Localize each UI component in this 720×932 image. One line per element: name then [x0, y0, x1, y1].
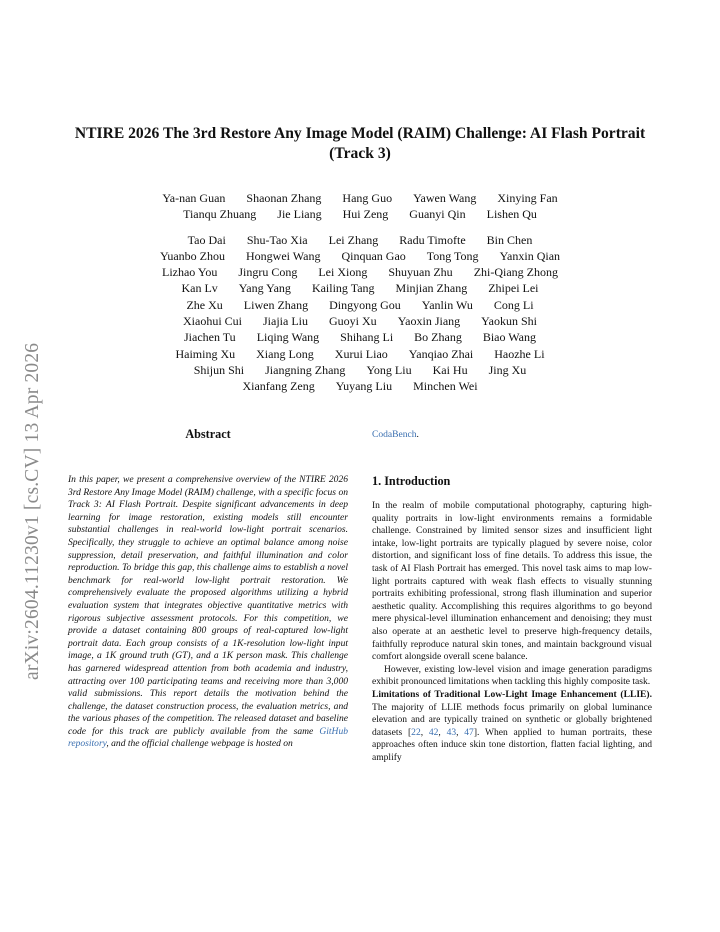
author-name: Lishen Qu	[486, 207, 537, 222]
author-name: Minchen Wei	[413, 379, 478, 394]
abstract-continuation	[372, 429, 419, 442]
abstract-text-tail: , and the official challenge webpage is hosted on	[106, 738, 293, 750]
author-name: Qinquan Gao	[341, 248, 406, 263]
author-line	[100, 378, 620, 394]
author-line	[100, 329, 620, 345]
author-name: Xiang Long	[256, 346, 314, 361]
author-name: Yawen Wang	[413, 191, 477, 205]
citation-link[interactable]: 47	[464, 726, 474, 738]
author-name: Yuanbo Zhou	[159, 248, 225, 263]
author-name: Jiangning Zhang	[265, 362, 346, 377]
author-name: Tao Dai	[187, 232, 226, 247]
author-name: Kan Lv	[181, 281, 218, 296]
author-name: Liqing Wang	[256, 330, 320, 345]
author-name: Zhi-Qiang Zhong	[473, 265, 559, 280]
citation-link[interactable]: 22	[411, 726, 421, 738]
intro-paragraph-3: Limitations of Traditional Low-Light Image Enhancement (LLIE). The majority of LLIE methods focus primarily on global luminance elevation and are typically trained on synthetic or globally brightened datasets [22, 42, 43, 47]. When applied to human portraits, these approaches often induce skin tone distortion, flatten facial lighting, and amplify	[372, 688, 652, 763]
intro-paragraph-1: In the realm of mobile computational photography, capturing high-quality portraits in low-light environments remains a formidable challenge. Constrained by limited sensor sizes and insufficient light intake, low-light portraits are typically plagued by severe noise, color distortion, and significant loss of fine details. To address this issue, the task of AI Flash Portrait has emerged. This novel task aims to map low-light portraits captured with weak flash effects to visually stunning portraits exhibiting professional, strong flash illumination and superior aesthetic quality. Accomplishing this requires algorithms to go beyond mere physical-level illumination enhancement and denoising; they must also operate at an aesthetic level to preserve high-frequency details, faithfully reproduce natural skin tones, and maintain background visual comfort alongside overall scene balance.	[372, 500, 652, 663]
author-name: Guoyi Xu	[329, 314, 377, 329]
author-name: Shuyuan Zhu	[388, 265, 453, 280]
codabench-tail: .	[416, 429, 419, 440]
author-name: Lei Xiong	[318, 265, 368, 280]
author-name: Kai Hu	[432, 362, 468, 377]
author-name: Jingru Cong	[238, 265, 298, 280]
author-name: Yuyang Liu	[335, 379, 393, 394]
author-name: Jiajia Liu	[263, 314, 309, 329]
author-name: Shihang Li	[340, 330, 394, 345]
author-line	[100, 248, 620, 264]
author-name: Yang Yang	[238, 281, 291, 296]
author-line	[100, 206, 620, 222]
intro-paragraph-2: However, existing low-level vision and image generation paradigms exhibit pronounced limitations when tackling this highly composite task.	[372, 663, 652, 688]
author-name: Lei Zhang	[328, 232, 379, 247]
author-name: Biao Wang	[482, 330, 536, 345]
author-name: Xiaohui Cui	[183, 314, 243, 329]
author-name: Tong Tong	[426, 248, 479, 263]
introduction-body	[372, 500, 652, 764]
introduction-heading: 1. Introduction	[372, 474, 451, 488]
author-name: Shijun Shi	[193, 362, 245, 377]
author-line	[100, 280, 620, 296]
author-name: Yanqiao Zhai	[408, 346, 474, 361]
author-name: Tianqu Zhuang	[183, 207, 257, 222]
author-name: Minjian Zhang	[395, 281, 468, 296]
author-name: Hongwei Wang	[245, 248, 321, 263]
paper-title: NTIRE 2026 The 3rd Restore Any Image Model (RAIM) Challenge: AI Flash Portrait (Track 3)	[74, 125, 646, 162]
author-name: Yaokun Shi	[481, 314, 537, 329]
citation-link[interactable]: 43	[446, 726, 457, 738]
author-name: Radu Timofte	[399, 232, 466, 247]
author-name: Haozhe Li	[494, 346, 545, 361]
author-name: Lizhao You	[161, 265, 218, 280]
author-name: Jiachen Tu	[184, 330, 236, 345]
author-name: Dingyong Gou	[329, 297, 401, 312]
citation-link[interactable]: 42	[428, 726, 439, 738]
author-name: Xurui Liao	[334, 346, 388, 361]
author-line	[100, 346, 620, 362]
abstract-body	[68, 474, 348, 751]
author-name: Yaoxin Jiang	[397, 314, 461, 329]
author-name: Xianfang Zeng	[242, 379, 315, 394]
author-line	[100, 313, 620, 329]
llie-text-tail: ]. When applied to human portraits, these approaches often induce skin tone distortion, flatten facial lighting, and amplify	[372, 726, 652, 763]
author-name: Yanxin Qian	[499, 248, 561, 263]
author-name: Zhipei Lei	[488, 281, 539, 296]
abstract-text: In this paper, we present a comprehensive overview of the NTIRE 2026 3rd Restore Any Image Model (RAIM) challenge, with a specific focus on Track 3: AI Flash Portrait. Despite significant advancements in deep learning for image restoration, existing models still encounter substantial challenges in real-world low-light portrait scenarios. Specifically, they struggle to achieve an optimal balance among noise suppression, detail preservation, and faithful illumination and color reproduction. To bridge this gap, this challenge aims to establish a novel benchmark for real-world low-light portrait restoration. We comprehensively evaluate the proposed algorithms utilizing a hybrid evaluation system that integrates objective quantitative metrics with rigorous subjective assessment protocols. For this competition, we provide a dataset containing 800 groups of real-captured low-light portrait data. Each group consists of a 1K-resolution low-light input image, a 1K ground truth (GT), and a 1K person mask. This challenge has garnered widespread attention from both academia and industry, attracting over 100 participating teams and receiving more than 3,000 valid submissions. This report details the motivation behind the challenge, the dataset construction process, the evaluation metrics, and the various phases of the competition. The released dataset and baseline code for this track are publicly available from the same	[68, 474, 348, 737]
author-name: Shu-Tao Xia	[246, 232, 308, 247]
author-line	[100, 297, 620, 313]
author-name: Ya-nan Guan	[162, 191, 226, 205]
abstract-heading: Abstract	[185, 427, 231, 441]
author-name: Yong Liu	[366, 362, 412, 377]
author-line	[100, 232, 620, 248]
author-name: Shaonan Zhang	[246, 191, 322, 205]
author-name: Yanlin Wu	[421, 297, 473, 312]
author-name: Jie Liang	[277, 207, 322, 222]
llie-subheading: Limitations of Traditional Low-Light Image Enhancement (LLIE).	[372, 688, 652, 700]
author-name: Hang Guo	[342, 191, 393, 205]
author-list	[100, 190, 620, 395]
author-name: Haiming Xu	[175, 346, 236, 361]
author-name: Xinying Fan	[497, 191, 558, 205]
author-name: Kailing Tang	[311, 281, 375, 296]
author-name: Jing Xu	[488, 362, 527, 377]
author-name: Bin Chen	[486, 232, 533, 247]
arxiv-identifier: arXiv:2604.11230v1 [cs.CV] 13 Apr 2026	[22, 342, 43, 680]
author-line	[100, 264, 620, 280]
author-name: Zhe Xu	[186, 297, 223, 312]
author-line	[100, 362, 620, 378]
codabench-link[interactable]: CodaBench	[372, 429, 417, 440]
github-repository-link[interactable]: GitHub repository	[68, 725, 348, 750]
author-name: Hui Zeng	[342, 207, 389, 222]
llie-text: The majority of LLIE methods focus primarily on global luminance elevation and are typically trained on synthetic or globally brightened datasets [	[372, 701, 652, 738]
author-name: Liwen Zhang	[243, 297, 309, 312]
author-line	[100, 190, 620, 206]
author-name: Guanyi Qin	[409, 207, 466, 222]
author-name: Bo Zhang	[414, 330, 462, 345]
author-name: Cong Li	[493, 297, 534, 312]
